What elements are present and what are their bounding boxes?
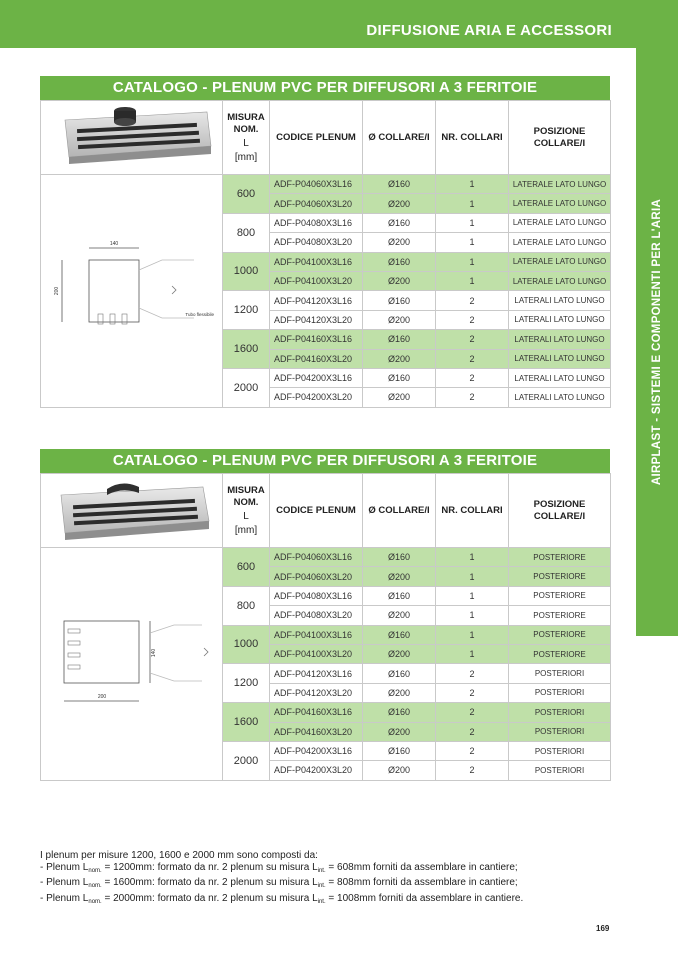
size-cell: 2000: [223, 741, 270, 780]
collar-count-cell: 2: [436, 683, 509, 702]
collar-count-cell: 2: [436, 291, 509, 310]
notes-item-part: = 1200mm: formato da nr. 2 plenum su misura L: [101, 861, 318, 873]
notes-item-part: nom.: [88, 898, 102, 905]
notes-item-part: int.: [317, 898, 326, 905]
position-cell: POSTERIORI: [509, 664, 611, 683]
product-photo-cell: [41, 101, 223, 175]
diameter-cell: Ø200: [363, 194, 436, 213]
collar-count-cell: 1: [436, 548, 509, 567]
position-cell: LATERALE LATO LUNGO: [509, 271, 611, 290]
diameter-cell: Ø160: [363, 741, 436, 760]
position-cell: POSTERIORE: [509, 567, 611, 586]
notes-item-part: - Plenum L: [40, 892, 89, 904]
code-cell: ADF-P04080X3L20: [270, 606, 363, 625]
position-cell: POSTERIORI: [509, 741, 611, 760]
position-cell: LATERALI LATO LUNGO: [509, 291, 611, 310]
notes-item-part: - Plenum L: [40, 877, 89, 888]
diameter-cell: Ø160: [363, 548, 436, 567]
diameter-cell: Ø160: [363, 664, 436, 683]
position-cell: LATERALI LATO LUNGO: [509, 388, 611, 407]
collar-count-cell: 1: [436, 586, 509, 605]
position-cell: POSTERIORI: [509, 703, 611, 722]
diameter-cell: Ø160: [363, 330, 436, 349]
notes-item-part: int.: [317, 883, 326, 889]
code-cell: ADF-P04200X3L20: [270, 388, 363, 407]
diameter-cell: Ø200: [363, 567, 436, 586]
corner-band: [636, 0, 678, 48]
diameter-cell: Ø160: [363, 213, 436, 232]
position-cell: POSTERIORI: [509, 683, 611, 702]
code-cell: ADF-P04200X3L16: [270, 368, 363, 387]
header-band: [0, 0, 636, 48]
plenum-photo-rear: [47, 475, 217, 545]
notes-item: [40, 877, 620, 893]
code-cell: ADF-P04120X3L20: [270, 683, 363, 702]
diameter-cell: Ø200: [363, 606, 436, 625]
collar-count-cell: 1: [436, 194, 509, 213]
code-cell: ADF-P04060X3L16: [270, 175, 363, 194]
diameter-cell: Ø160: [363, 291, 436, 310]
col-header-posizione: POSIZIONE COLLARE/I: [509, 101, 611, 175]
collar-count-cell: 1: [436, 233, 509, 252]
collar-count-cell: 2: [436, 310, 509, 329]
position-cell: LATERALI LATO LUNGO: [509, 310, 611, 329]
col-header-misura-symbol: L: [243, 137, 249, 149]
plenum-drawing-lateral: [44, 230, 220, 350]
notes-item-part: = 2000mm: formato da nr. 2 plenum su misura L: [101, 892, 318, 904]
position-cell: POSTERIORE: [509, 548, 611, 567]
size-cell: 800: [223, 213, 270, 252]
product-photo-cell: [41, 474, 223, 548]
page-header-title: DIFFUSIONE ARIA E ACCESSORI: [366, 22, 612, 39]
notes-item-part: nom.: [88, 867, 102, 874]
catalog-title-1: CATALOGO - PLENUM PVC PER DIFFUSORI A 3 FERITOIE: [40, 76, 610, 100]
size-cell: 800: [223, 586, 270, 625]
col-header-diametro: Ø COLLARE/I: [363, 101, 436, 175]
position-cell: LATERALE LATO LUNGO: [509, 175, 611, 194]
code-cell: ADF-P04060X3L20: [270, 567, 363, 586]
collar-count-cell: 1: [436, 271, 509, 290]
technical-drawing-cell: [41, 548, 223, 781]
code-cell: ADF-P04080X3L20: [270, 233, 363, 252]
catalog-table-1: [40, 100, 611, 408]
diameter-cell: Ø160: [363, 175, 436, 194]
catalog-body-1: [41, 175, 611, 408]
code-cell: ADF-P04160X3L16: [270, 703, 363, 722]
collar-count-cell: 2: [436, 368, 509, 387]
col-header-misura-label: MISURA NOM.: [227, 484, 265, 508]
position-cell: LATERALE LATO LUNGO: [509, 252, 611, 271]
notes-item-part: = 1008mm forniti da assemblare in cantiere.: [325, 892, 524, 904]
collar-count-cell: 2: [436, 741, 509, 760]
table-row: [41, 175, 611, 194]
page-number: 169: [596, 924, 610, 933]
position-cell: LATERALE LATO LUNGO: [509, 194, 611, 213]
collar-count-cell: 1: [436, 252, 509, 271]
diameter-cell: Ø160: [363, 586, 436, 605]
notes-list: [40, 862, 620, 909]
size-cell: 1000: [223, 625, 270, 664]
position-cell: LATERALE LATO LUNGO: [509, 213, 611, 232]
collar-count-cell: 2: [436, 330, 509, 349]
collar-count-cell: 2: [436, 722, 509, 741]
collar-count-cell: 1: [436, 567, 509, 586]
plenum-drawing-rear: [44, 603, 220, 723]
size-cell: 1600: [223, 703, 270, 742]
col-header-misura: [223, 474, 270, 548]
position-cell: POSTERIORI: [509, 722, 611, 741]
col-header-misura-label: MISURA NOM.: [227, 111, 265, 135]
table-row: [41, 548, 611, 567]
position-cell: LATERALE LATO LUNGO: [509, 233, 611, 252]
notes-item-part: = 1600mm: formato da nr. 2 plenum su misura L: [101, 877, 318, 888]
diameter-cell: Ø200: [363, 722, 436, 741]
collar-count-cell: 2: [436, 664, 509, 683]
collar-count-cell: 1: [436, 606, 509, 625]
position-cell: POSTERIORE: [509, 606, 611, 625]
diameter-cell: Ø200: [363, 683, 436, 702]
code-cell: ADF-P04160X3L16: [270, 330, 363, 349]
col-header-nr: NR. COLLARI: [436, 474, 509, 548]
diameter-cell: Ø160: [363, 252, 436, 271]
collar-count-cell: 1: [436, 644, 509, 663]
position-cell: POSTERIORE: [509, 644, 611, 663]
code-cell: ADF-P04200X3L16: [270, 741, 363, 760]
col-header-codice: CODICE PLENUM: [270, 101, 363, 175]
notes-item-part: = 608mm forniti da assemblare in cantiere;: [325, 861, 518, 873]
collar-count-cell: 1: [436, 625, 509, 644]
position-cell: LATERALI LATO LUNGO: [509, 349, 611, 368]
plenum-photo-lateral: [47, 102, 217, 172]
side-band-text: AIRPLAST - SISTEMI E COMPONENTI PER L'ARIA: [651, 198, 663, 486]
dimension-label-top: 140: [109, 240, 118, 247]
code-cell: ADF-P04080X3L16: [270, 586, 363, 605]
diameter-cell: Ø200: [363, 271, 436, 290]
size-cell: 2000: [223, 368, 270, 407]
catalog-title-2: CATALOGO - PLENUM PVC PER DIFFUSORI A 3 FERITOIE: [40, 449, 610, 473]
col-header-nr: NR. COLLARI: [436, 101, 509, 175]
size-cell: 600: [223, 175, 270, 214]
code-cell: ADF-P04100X3L16: [270, 625, 363, 644]
code-cell: ADF-P04060X3L16: [270, 548, 363, 567]
code-cell: ADF-P04120X3L20: [270, 310, 363, 329]
code-cell: ADF-P04100X3L20: [270, 271, 363, 290]
dimension-label-side: 140: [150, 648, 157, 658]
diameter-cell: Ø200: [363, 310, 436, 329]
catalog-table-2: [40, 473, 611, 781]
catalog-section-1: [40, 76, 610, 408]
code-cell: ADF-P04080X3L16: [270, 213, 363, 232]
code-cell: ADF-P04200X3L20: [270, 761, 363, 780]
notes-item-part: nom.: [88, 883, 102, 889]
col-header-misura-unit: [mm]: [234, 151, 258, 163]
dimension-label-bottom: 200: [97, 693, 106, 700]
technical-drawing-cell: [41, 175, 223, 408]
size-cell: 1200: [223, 664, 270, 703]
notes-item: [40, 862, 620, 878]
notes-item-part: = 808mm forniti da assemblare in cantiere;: [325, 877, 518, 888]
collar-count-cell: 2: [436, 388, 509, 407]
col-header-diametro: Ø COLLARE/I: [363, 474, 436, 548]
position-cell: LATERALI LATO LUNGO: [509, 368, 611, 387]
diameter-cell: Ø200: [363, 349, 436, 368]
diameter-cell: Ø160: [363, 625, 436, 644]
dimension-label-side: 200: [53, 286, 60, 296]
size-cell: 1600: [223, 330, 270, 369]
col-header-misura-symbol: L: [243, 510, 249, 522]
col-header-misura-unit: [mm]: [234, 524, 258, 536]
diameter-cell: Ø200: [363, 388, 436, 407]
collar-count-cell: 1: [436, 213, 509, 232]
diameter-cell: Ø200: [363, 233, 436, 252]
position-cell: POSTERIORI: [509, 761, 611, 780]
diameter-cell: Ø200: [363, 761, 436, 780]
position-cell: POSTERIORE: [509, 586, 611, 605]
notes-intro: I plenum per misure 1200, 1600 e 2000 mm sono composti da:: [40, 850, 318, 861]
notes-item-part: - Plenum L: [40, 861, 89, 873]
collar-count-cell: 2: [436, 761, 509, 780]
catalog-section-2: [40, 449, 610, 781]
code-cell: ADF-P04120X3L16: [270, 291, 363, 310]
collar-count-cell: 2: [436, 349, 509, 368]
code-cell: ADF-P04160X3L20: [270, 722, 363, 741]
diameter-cell: Ø160: [363, 368, 436, 387]
code-cell: ADF-P04060X3L20: [270, 194, 363, 213]
diameter-cell: Ø200: [363, 644, 436, 663]
code-cell: ADF-P04120X3L16: [270, 664, 363, 683]
col-header-codice: CODICE PLENUM: [270, 474, 363, 548]
side-band: [636, 48, 678, 636]
notes-item: [40, 893, 620, 909]
size-cell: 600: [223, 548, 270, 587]
col-header-misura: [223, 101, 270, 175]
code-cell: ADF-P04100X3L20: [270, 644, 363, 663]
size-cell: 1200: [223, 291, 270, 330]
diameter-cell: Ø160: [363, 703, 436, 722]
code-cell: ADF-P04160X3L20: [270, 349, 363, 368]
catalog-body-2: [41, 548, 611, 781]
collar-count-cell: 2: [436, 703, 509, 722]
notes-item-part: int.: [317, 867, 326, 874]
collar-count-cell: 1: [436, 175, 509, 194]
notes: [40, 850, 620, 908]
col-header-posizione: POSIZIONE COLLARE/I: [509, 474, 611, 548]
size-cell: 1000: [223, 252, 270, 291]
drawing-caption: Tubo flessibile: [184, 311, 214, 317]
position-cell: POSTERIORE: [509, 625, 611, 644]
code-cell: ADF-P04100X3L16: [270, 252, 363, 271]
position-cell: LATERALI LATO LUNGO: [509, 330, 611, 349]
